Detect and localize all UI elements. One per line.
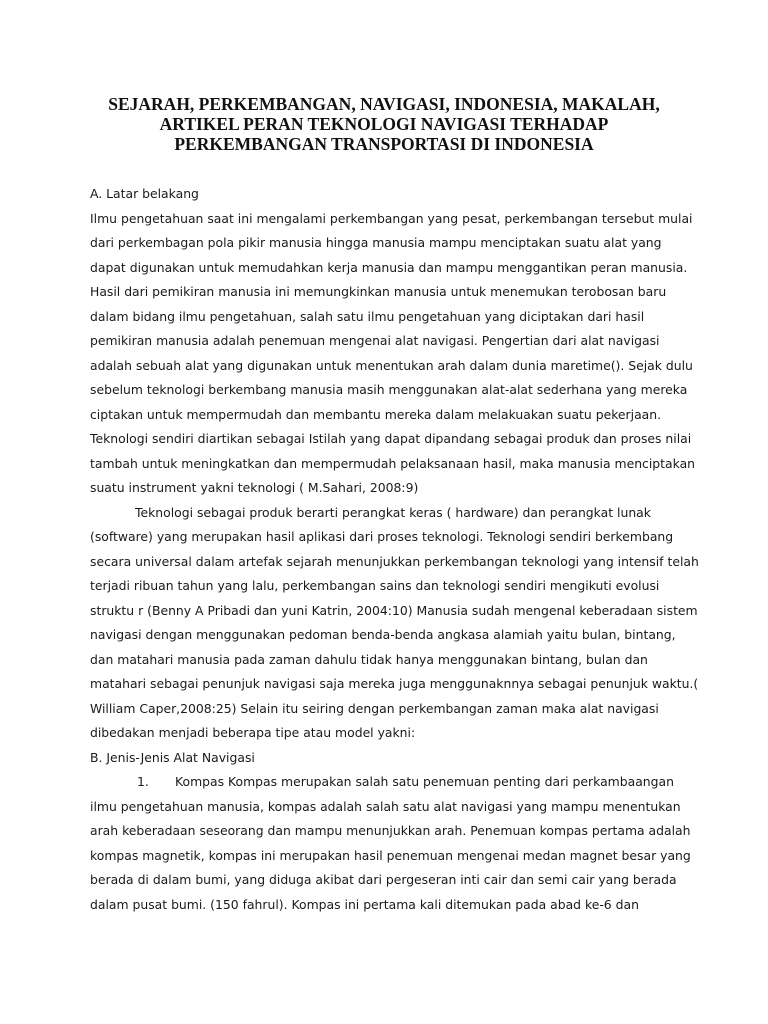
list-item-kompas — [90, 770, 710, 917]
text-line: Teknologi sendiri diartikan sebagai Istilah yang dapat dipandang sebagai produk dan proses nilai — [90, 431, 692, 446]
document-body — [90, 182, 710, 917]
text-line: (software) yang merupakan hasil aplikasi dari proses teknologi. Teknologi sendiri berkembang — [90, 529, 674, 544]
text-line: dan matahari manusia pada zaman dahulu tidak hanya menggunakan bintang, bulan dan — [90, 651, 648, 667]
text-line: struktu r (Benny A Pribadi dan yuni Katrin, 2004:10) Manusia sudah mengenal keberadaan sistem — [90, 602, 698, 618]
text-line-indented: Teknologi sebagai produk berarti perangkat keras ( hardware) dan perangkat lunak — [135, 504, 651, 520]
text-line: navigasi dengan menggunakan pedoman benda-benda angkasa alamiah yaitu bulan, bintang, — [90, 627, 676, 642]
title-line: ARTIKEL PERAN TEKNOLOGI NAVIGASI TERHADAP — [159, 114, 609, 134]
list-item-number: 1. — [137, 774, 149, 789]
text-line: secara universal dalam artefak sejarah menunjukkan perkembangan teknologi yang intensif telah — [90, 553, 699, 569]
text-line: ciptakan untuk mempermudah dan membantu mereka dalam melakuakan suatu pekerjaan. — [90, 406, 662, 422]
text-line: tambah untuk meningkatkan dan mempermudah pelaksanaan hasil, maka manusia menciptakan — [90, 455, 696, 471]
text-line: kompas magnetik, kompas ini merupakan hasil penemuan mengenai medan magnet besar yang — [90, 847, 691, 863]
text-line: dapat digunakan untuk memudahkan kerja manusia dan mampu menggantikan peran manusia. — [90, 259, 688, 275]
text-line: sebelum teknologi berkembang manusia masih menggunakan alat-alat sederhana yang mereka — [90, 382, 688, 397]
list-item-text: Kompas Kompas merupakan salah satu penemuan penting dari perkambaangan — [175, 774, 674, 789]
text-line: dalam pusat bumi. (150 fahrul). Kompas ini pertama kali ditemukan pada abad ke-6 dan — [90, 896, 639, 912]
paragraph-teknologi — [90, 501, 710, 746]
text-line: Hasil dari pemikiran manusia ini memungkinkan manusia untuk menemukan terobosan baru — [90, 284, 667, 299]
paragraph-latar-belakang — [90, 207, 710, 501]
text-line: suatu instrument yakni teknologi ( M.Sahari, 2008:9) — [90, 480, 419, 495]
text-line: Ilmu pengetahuan saat ini mengalami perkembangan yang pesat, perkembangan tersebut mulai — [90, 210, 693, 226]
text-line: dibedakan menjadi beberapa tipe atau model yakni: — [90, 725, 416, 740]
text-line: matahari sebagai penunjuk navigasi saja mereka juga menggunaknnya sebagai penunjuk waktu.( — [90, 676, 699, 691]
text-line: berada di dalam bumi, yang diduga akibat dari pergeseran inti cair dan semi cair yang berada — [90, 872, 677, 887]
section-heading-jenis-alat-navigasi: B. Jenis-Jenis Alat Navigasi — [90, 749, 255, 765]
text-line: adalah sebuah alat yang digunakan untuk menentukan arah dalam dunia maretime(). Sejak dulu — [90, 357, 693, 373]
text-line: ilmu pengetahuan manusia, kompas adalah salah satu alat navigasi yang mampu menentukan — [90, 798, 681, 814]
text-line: dalam bidang ilmu pengetahuan, salah satu ilmu pengetahuan yang diciptakan dari hasil — [90, 308, 645, 324]
title-line: SEJARAH, PERKEMBANGAN, NAVIGASI, INDONESIA, MAKALAH, — [108, 94, 660, 114]
text-line: dari perkembagan pola pikir manusia hingga manusia mampu menciptakan suatu alat yang — [90, 235, 662, 250]
text-line: arah keberadaan seseorang dan mampu menunjukkan arah. Penemuan kompas pertama adalah — [90, 823, 691, 838]
text-line: William Caper,2008:25) Selain itu seiring dengan perkembangan zaman maka alat navigasi — [90, 700, 659, 716]
title-line: PERKEMBANGAN TRANSPORTASI DI INDONESIA — [174, 134, 594, 154]
list-item-first-line — [90, 770, 710, 795]
section-heading-latar-belakang: A. Latar belakang — [90, 186, 199, 201]
text-line: pemikiran manusia adalah penemuan mengenai alat navigasi. Pengertian dari alat navigasi — [90, 333, 660, 348]
text-line: terjadi ribuan tahun yang lalu, perkembangan sains dan teknologi sendiri mengikuti evolusi — [90, 578, 660, 593]
document-title — [60, 94, 708, 154]
